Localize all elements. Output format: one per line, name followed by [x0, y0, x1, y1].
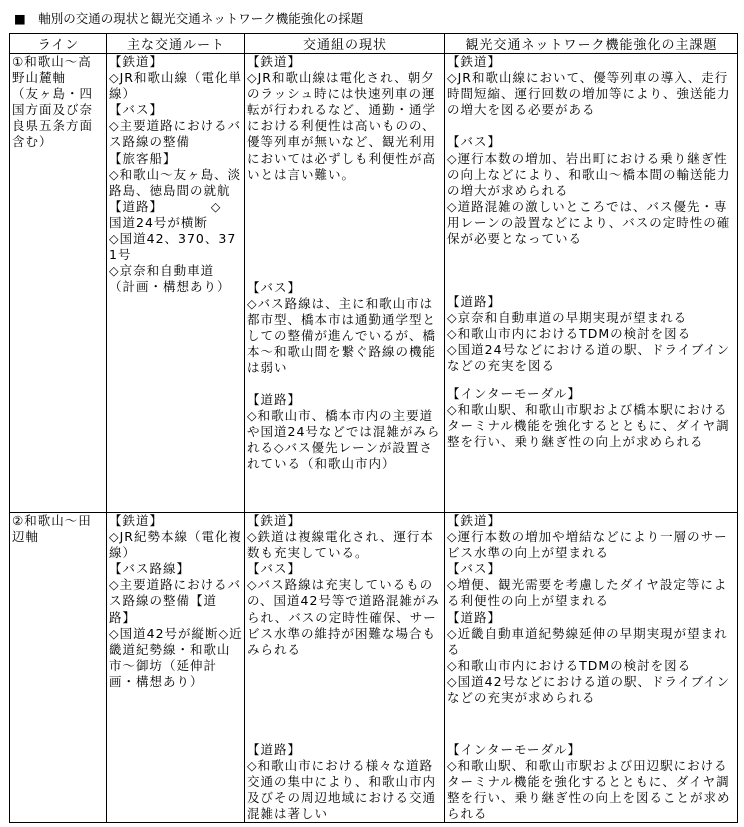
issues-intermodal: 【インターモーダル】 ◇和歌山駅、和歌山市駅および田辺駅におけるターミナル機能を強化するとともに、ダイヤ調整を行い、乗り継ぎ性の向上を図ることが求められる: [447, 742, 731, 822]
current-bus: 【バス】 ◇バス路線は、主に和歌山市は都市型、橋本市は通勤通学型としての整備が進んでいるが、橋本～和歌山間を繋ぐ路線の機能は弱い: [247, 280, 437, 376]
routes-text: 【鉄道】 ◇JR紀勢本線（電化複線） 【バス路線】 ◇主要道路におけるバス路線の整備【道路】 ◇国道42号が縦断◇近畿道紀勢線・和歌山市～御坊（延伸計画・構想あり）: [109, 513, 243, 689]
current-road: 【道路】 ◇和歌山市における様々な道路交通の集中により、和歌山市内及びその周辺地域における交通混雑は著しい: [247, 742, 437, 822]
current-state-cell: [245, 54, 445, 513]
issues-cell: [445, 513, 738, 823]
line-name: ①和歌山～高野山麓軸 （友ヶ島・四国方面及び奈良県五条方面含む）: [12, 54, 94, 150]
line-cell: [10, 54, 107, 513]
line-name: ②和歌山～田辺軸: [12, 513, 92, 545]
transport-issues-table: [9, 33, 738, 823]
line-cell: [10, 513, 107, 823]
current-state-cell: [245, 513, 445, 823]
issues-cell: [445, 54, 738, 513]
issues-rail-bus-road: 【鉄道】 ◇運行本数の増加や増結などにより一層のサービス水準の向上が望まれる 【バス】 ◇増便、観光需要を考慮したダイヤ設定等による利便性の向上が望まれる 【道路】 ◇近畿自動車道紀勢線延伸の早期実現が望まれる ◇和歌山市内におけるTDMの検討を図る ◇国道42号などにおける道の駅、ドライブインなどの充実が求められる: [447, 513, 731, 706]
routes-cell: [107, 513, 245, 823]
issues-intermodal: 【インターモーダル】 ◇和歌山駅、和歌山市駅および橋本駅におけるターミナル機能を強化するとともに、ダイヤ調整を行い、乗り継ぎ性の向上が求められる: [447, 386, 730, 450]
header-row: [10, 34, 738, 54]
current-rail-bus: 【鉄道】 ◇鉄道は複線電化され、運行本数も充実している。 【バス】 ◇バス路線は充実しているものの、国道42号等で道路混雑がみられ、バスの定時性確保、サービス水準の維持が困難な場合もみられる: [247, 513, 440, 657]
table-row: [10, 54, 738, 513]
table-row: [10, 513, 738, 823]
issues-rail-bus: 【鉄道】 ◇JR和歌山線において、優等列車の導入、走行時間短縮、運行回数の増加等により、強送能力の増大を図る必要がある 【バス】 ◇運行本数の増加、岩出町における乗り継ぎ性の向上などにより、和歌山～橋本間の輸送能力の増大が求められる ◇道路混雑の激しいところでは、バス優先・専用レーンの設置などにより、バスの定時性の確保が必要となっている: [447, 54, 731, 247]
issues-road: 【道路】 ◇京奈和自動車道の早期実現が望まれる ◇和歌山市内におけるTDMの検討を図る ◇国道24号などにおける道の駅、ドライブインなどの充実を図る: [447, 294, 731, 374]
page-title: ■ 軸別の交通の現状と観光交通ネットワーク機能強化の採題: [14, 11, 364, 26]
header-line: ライン: [10, 34, 107, 54]
header-routes: 主な交通ルート: [107, 34, 245, 54]
routes-text: 【鉄道】 ◇JR和歌山線（電化単線） 【バス】 ◇主要道路におけるバス路線の整備 【旅客船】 ◇和歌山～友ヶ島、淡路島、徳島間の就航 【道路】 ◇ 国道24号が横断 ◇国道42、370、371号 ◇京奈和自動車道 （計画・構想あり）: [109, 54, 242, 295]
current-rail: 【鉄道】 ◇JR和歌山線は電化され、朝夕のラッシュ時には快速列車の運転が行われるなど、通勤・通学における利便性は高いものの、優等列車が無いなど、観光利用においては必ずしも利便性が高いとは言い難い。: [247, 54, 437, 182]
header-main-issues: 観光交通ネットワーク機能強化の主課題: [445, 34, 738, 54]
routes-cell: [107, 54, 245, 513]
current-road: 【道路】 ◇和歌山市、橋本市内の主要道や国道24号などでは混雑がみられる◇バス優先レーンが設置されている（和歌山市内）: [247, 392, 441, 472]
header-current-state: 交通組の現状: [245, 34, 445, 54]
